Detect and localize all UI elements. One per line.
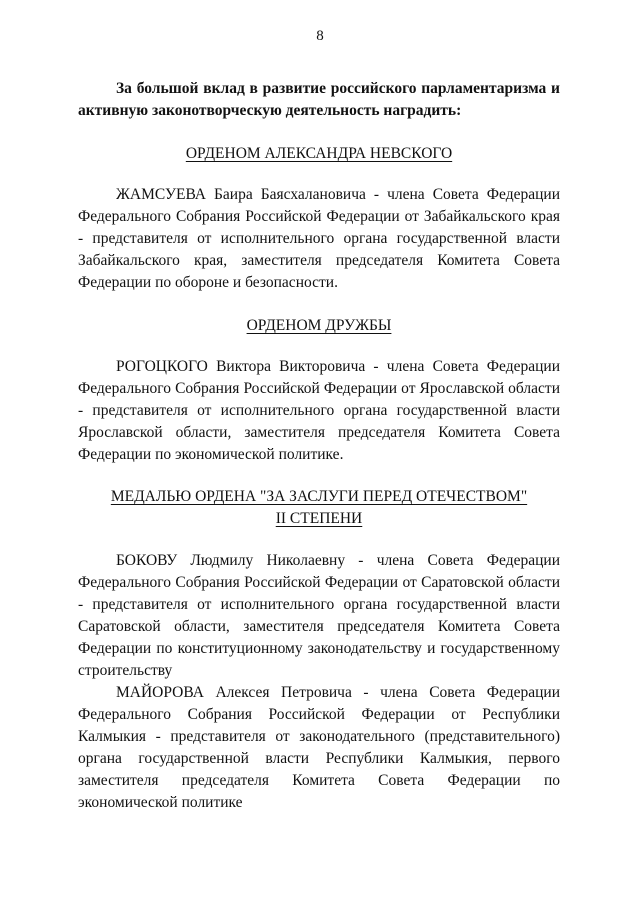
heading-text: ОРДЕНОМ ДРУЖБЫ — [246, 317, 392, 334]
heading-text-line1: МЕДАЛЬЮ ОРДЕНА "ЗА ЗАСЛУГИ ПЕРЕД ОТЕЧЕСТВОМ" — [110, 488, 528, 505]
page-number: 8 — [316, 28, 324, 44]
award-entry-zhamsueva: ЖАМСУЕВА Баира Баясхалановича - члена Совета Федерации Федерального Собрания Российской Федерации от Забайкальского края - представителя от исполнительного органа государственной власти Забайкальского края, заместителя председателя Комитета Совета Федерации по обороне и безопасности. — [78, 186, 560, 291]
award-intro: За большой вклад в развитие российского парламентаризма и активную законотворческую деятельность наградить: — [78, 80, 560, 119]
heading-medal-merit — [78, 486, 560, 530]
award-entry-rogotsky: РОГОЦКОГО Виктора Викторовича - члена Совета Федерации Федерального Собрания Российской Федерации от Ярославской области - представителя от исполнительного органа государственной власти Ярославской области, заместителя председателя Комитета Совета Федерации по экономической политике. — [78, 358, 560, 463]
heading-text: ОРДЕНОМ АЛЕКСАНДРА НЕВСКОГО — [185, 145, 453, 162]
heading-order-alexander-nevsky — [78, 143, 560, 165]
heading-text-line2: II СТЕПЕНИ — [275, 510, 363, 527]
heading-order-friendship — [78, 315, 560, 337]
award-entry-mayorov: МАЙОРОВА Алексея Петровича - члена Совета Федерации Федерального Собрания Российской Федерации от Республики Калмыкия - представителя от законодательного (представительного) органа государственной власти Республики Калмыкия, первого заместителя председателя Комитета Совета Федерации по экономической политике — [78, 684, 560, 811]
award-entry-bokova: БОКОВУ Людмилу Николаевну - члена Совета Федерации Федерального Собрания Российской Федерации от Саратовской области - представителя от исполнительного органа государственной власти Саратовской области, заместителя председателя Комитета Совета Федерации по конституционному законодательству и государственному строительству — [78, 552, 560, 679]
